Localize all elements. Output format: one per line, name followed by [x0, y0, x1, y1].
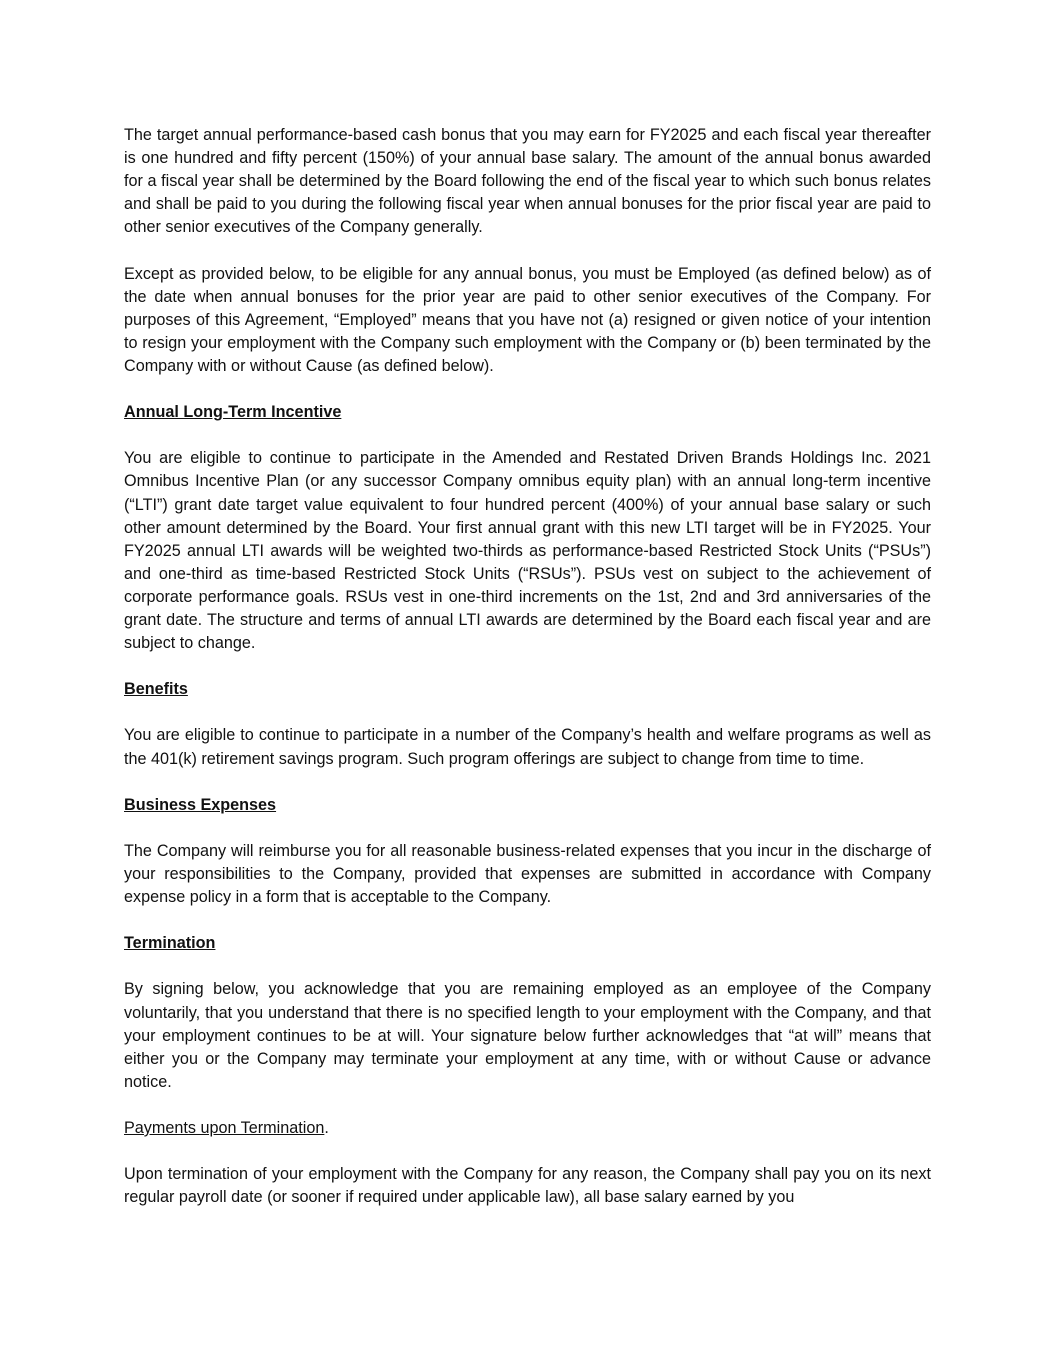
termination-heading: Termination [124, 934, 216, 953]
payments-paragraph: Upon termination of your employment with the Company for any reason, the Company shall pay you on its next regular payroll date (or sooner if required under applicable law), all base salary earned by you [124, 1165, 931, 1207]
payments-subheading-title: Payments upon Termination [124, 1119, 325, 1138]
benefits-heading: Benefits [124, 680, 188, 699]
lti-paragraph: You are eligible to continue to participate in the Amended and Restated Driven Brands Holdings Inc. 2021 Omnibus Incentive Plan (or any successor Company omnibus equity plan) with an annual long-term incentive (“LTI”) grant date target value equivalent to four hundred percent (400%) of your annual base salary or such other amount determined by the Board. Your first annual grant with this new LTI target will be in FY2025. Your FY2025 annual LTI awards will be weighted two-thirds as performance-based Restricted Stock Units (“PSUs”) and one-third as time-based Restricted Stock Units (“RSUs”). PSUs vest on subject to the achievement of corporate performance goals. RSUs vest in one-third increments on the 1st, 2nd and 3rd anniversaries of the grant date. The structure and terms of annual LTI awards are determined by the Board each fiscal year and are subject to change. [124, 449, 931, 653]
bonus-paragraph: The target annual performance-based cash bonus that you may earn for FY2025 and each fiscal year thereafter is one hundred and fifty percent (150%) of your annual base salary. The amount of the annual bonus awarded for a fiscal year shall be determined by the Board following the end of the fiscal year to which such bonus relates and shall be paid to you during the following fiscal year when annual bonuses for the prior fiscal year are paid to other senior executives of the Company generally. [124, 126, 931, 237]
expenses-heading: Business Expenses [124, 795, 277, 814]
document-page [124, 124, 931, 1233]
lti-heading: Annual Long-Term Incentive [124, 403, 342, 422]
termination-paragraph: By signing below, you acknowledge that you are remaining employed as an employee of the Company voluntarily, that you understand that there is no specified length to your employment with the Company, and that your employment continues to be at will. Your signature below further acknowledges that “at will” means that either you or the Company may terminate your employment at any time, with or without Cause or advance notice. [124, 980, 931, 1091]
payments-subheading [124, 1117, 931, 1140]
payments-subheading-period: . [324, 1119, 329, 1138]
expenses-paragraph: The Company will reimburse you for all reasonable business-related expenses that you incur in the discharge of your responsibilities to the Company, provided that expenses are submitted in accordance with Company expense policy in a form that is acceptable to the Company. [124, 841, 931, 907]
benefits-paragraph: You are eligible to continue to participate in a number of the Company’s health and welfare programs as well as the 401(k) retirement savings program. Such program offerings are subject to change from time to time. [124, 726, 931, 768]
eligibility-paragraph: Except as provided below, to be eligible for any annual bonus, you must be Employed (as defined below) as of the date when annual bonuses for the prior year are paid to other senior executives of the Company. For purposes of this Agreement, “Employed” means that you have not (a) resigned or given notice of your intention to resign your employment with the Company such employment with the Company or (b) been terminated by the Company with or without Cause (as defined below). [124, 264, 931, 375]
